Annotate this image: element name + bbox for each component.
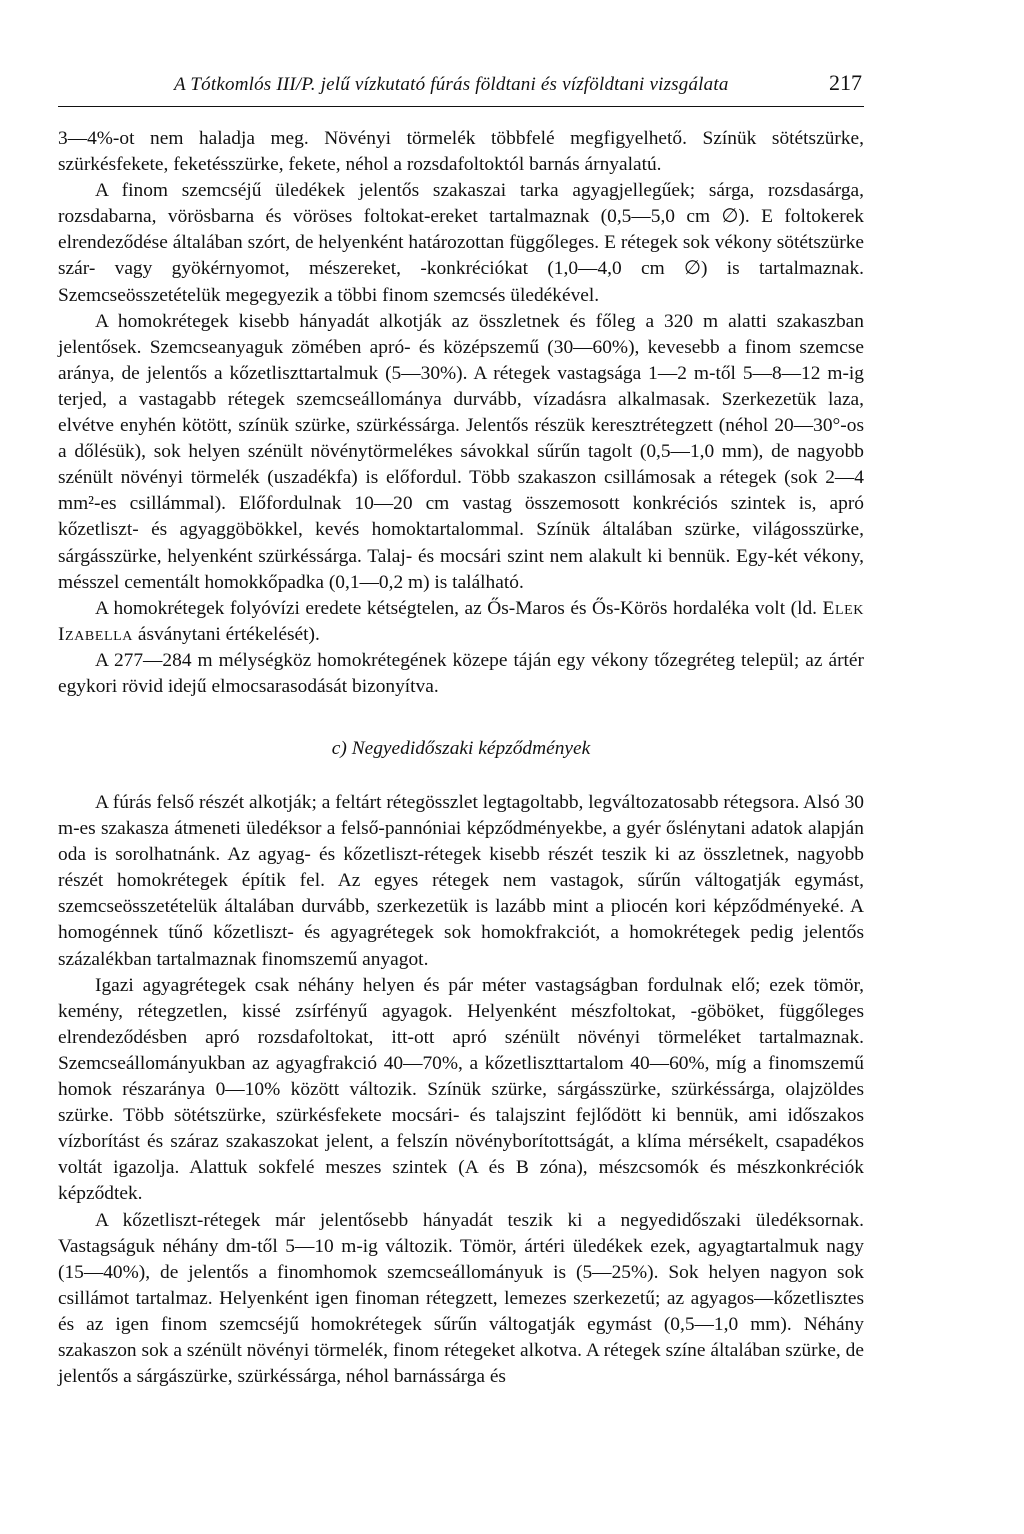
author-name: Elek Izabella bbox=[58, 597, 864, 645]
paragraph: Igazi agyagrétegek csak néhány helyen és pár méter vastagságban fordulnak elő; ezek tömör, kemény, rétegzetlen, kissé zsírfényű agyagok. Helyenként mészfoltokat, -göböket, függőleges elrendeződésben apró rozsdafoltokat, itt-ott apró szénült növényi törmeléket tartalmaznak. Szemcseállományukban az agyagfrakció 40—70%, a kőzetliszttartalom 40—60%, míg a finomszemű homok részaránya 0—10% között változik. Színük szürke, sárgásszürke, szürkéssárga, olajzöldes szürke. Több sötétszürke, szürkésfekete mocsári- és talajszint fejlődött ki bennük, ami időszakos vízborítást és száraz szakaszokat jelent, a felszín növényborítottságát, a klíma mérsékelt, csapadékos voltát igazolja. Alattuk sokfelé meszes szintek (A és B zóna), mészcsomók és mészkonkréciók képződtek. bbox=[58, 974, 864, 1205]
section-two-text bbox=[58, 790, 864, 1390]
running-title: A Tótkomlós III/P. jelű vízkutató fúrás földtani és vízföldtani vizsgálata bbox=[174, 74, 729, 95]
paragraph: A 277—284 m mélységköz homokrétegének közepe táján egy vékony tőzegréteg települ; az ártér egykori rövid idejű elmocsarasodását bizonyítva. bbox=[58, 649, 864, 697]
section-heading: c) Negyedidőszaki képződmények bbox=[331, 738, 591, 759]
page-number: 217 bbox=[829, 70, 862, 95]
paragraph bbox=[58, 596, 864, 648]
paragraph: A homokrétegek kisebb hányadát alkotják az összletnek és főleg a 320 m alatti szakaszban jelentősek. Szemcseanyaguk zömében apró- és középszemű (30—60%), kevesebb a finom szemcse aránya, de jelentős a kőzetliszttartalmuk (5—30%). A rétegek vastagsága 1—2 m-től 5—8—12 m-ig terjed, a vastagabb rétegek szemcseállománya durvább, vízadásra alkalmasak. Szerkezetük laza, elvétve enyhén kötött, színük szürke, szürkéssárga. Jelentős részük keresztrétegzett (néhol 20—30°-os a dőlésük), sok helyen szénült növénytörmelékes sávokkal sűrűn tagolt (0,5—1,0 mm), de nagyobb szénült növényi törmelék (uszadékfa) is előfordul. Több szakaszon csillámosak a rétegek (sok 2—4 mm²-es csillámmal). Előfordulnak 10—20 cm vastag összemosott konkréciós szintek is, apró kőzetliszt- és agyaggöbökkel, kevés homoktartalommal. Színük általában szürke, világosszürke, sárgásszürke, helyenként szürkéssárga. Talaj- és mocsári szint nem alakult ki bennük. Egy-két vékony, mésszel cementált homokkőpadka (0,1—0,2 m) is található. bbox=[58, 310, 864, 593]
paragraph: 3—4%-ot nem haladja meg. Növényi törmelék többfelé megfigyelhető. Színük sötétszürke, szürkésfekete, feketésszürke, fekete, néhol a rozsdafoltoktól barnás árnyalatú. bbox=[58, 128, 864, 176]
section-one-text bbox=[58, 126, 864, 700]
running-header bbox=[58, 70, 864, 107]
paragraph: A finom szemcséjű üledékek jelentős szakaszai tarka agyagjellegűek; sárga, rozsdasárga, rozsdabarna, vörösbarna és vöröses foltokat-ereket tartalmaznak (0,5—5,0 cm ∅). E foltokerek elrendeződése általában szórt, de helyenként határozottan függőleges. E rétegek sok vékony sötétszürke szár- vagy gyökérnyomot, mészereket, -konkréciókat (1,0—4,0 cm ∅) is tartalmaznak. Szemcseösszetételük megegyezik a többi finom szemcsés üledékével. bbox=[58, 180, 864, 306]
paragraph-text: ásványtani értékelését). bbox=[133, 623, 320, 645]
paragraph-text: A homokrétegek folyóvízi eredete kétségtelen, az Ős-Maros és Ős-Körös hordaléka volt (ld. bbox=[95, 597, 823, 619]
paragraph: A fúrás felső részét alkotják; a feltárt rétegösszlet legtagoltabb, legváltozatosabb rétegsora. Alsó 30 m-es szakasza átmeneti üledéksor a felső-pannóniai képződményekbe, a gyér őslénytani adatok alapján oda is sorolhatnánk. Az agyag- és kőzetliszt-rétegek kisebb részét teszik ki az összletnek, nagyobb részét homokrétegek építik fel. Az egyes rétegek nem vastagok, sűrűn váltogatják egymást, szemcseösszetételük általában durvább, szerkezetük is lazább mint a pliocén kori képződményeké. A homogénnek tűnő kőzetliszt- és agyagrétegek sok homokfrakciót, a homokrétegek pedig jelentős százalékban tartalmaznak finomszemű anyagot. bbox=[58, 792, 864, 970]
paragraph: A kőzetliszt-rétegek már jelentősebb hányadát teszik ki a negyedidőszaki üledéksornak. Vastagságuk néhány dm-től 5—10 m-ig változik. Tömör, ártéri üledékek ezek, agyagtartalmuk nagy (15—40%), de jelentős a finomhomok szemcseállományuk is (5—25%). Sok helyen nagyon sok csillámot tartalmaz. Helyenként igen finoman rétegzett, lemezes szerkezetű; az agyagos—kőzetlisztes és az igen finom szemcséjű homokrétegek sűrűn váltogatják egymást (0,5—1,0 mm). Néhány szakaszon sok a szénült növényi törmelék, finom rétegeket alkotva. A rétegek színe általában szürke, de jelentős a sárgászürke, szürkéssárga, néhol barnássárga és bbox=[58, 1209, 864, 1388]
